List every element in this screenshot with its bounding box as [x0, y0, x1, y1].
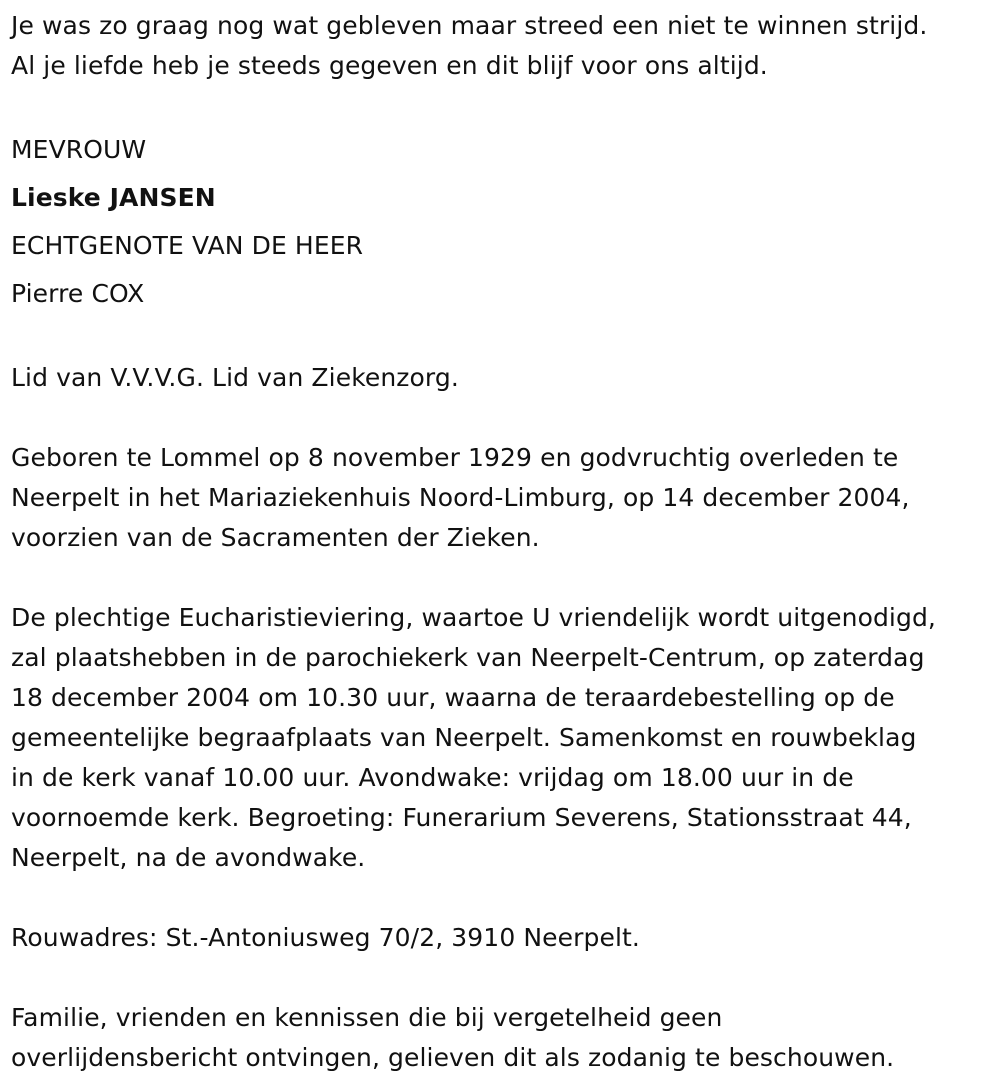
membership-text: Lid van V.V.V.G. Lid van Ziekenzorg.: [11, 363, 459, 392]
deceased-name: Lieske JANSEN: [11, 183, 216, 212]
poem-line-1: Je was zo graag nog wat gebleven maar streed een niet te winnen strijd.: [11, 11, 928, 40]
paragraph-line: Neerpelt, na de avondwake.: [11, 843, 366, 872]
paragraph-line: Geboren te Lommel op 8 november 1929 en godvruchtig overleden te: [11, 443, 899, 472]
paragraph-line: in de kerk vanaf 10.00 uur. Avondwake: vrijdag om 18.00 uur in de: [11, 763, 854, 792]
spacer: [11, 86, 996, 126]
obituary-document: [11, 6, 996, 1078]
spacer: [11, 878, 996, 918]
header-block: [11, 126, 996, 318]
birth-death-paragraph: [11, 438, 996, 558]
closing-paragraph: [11, 998, 996, 1078]
paragraph-line: Familie, vrienden en kennissen die bij vergetelheid geen: [11, 1003, 723, 1032]
spacer: [11, 318, 996, 358]
relation-label: ECHTGENOTE VAN DE HEER: [11, 231, 364, 260]
honorific: MEVROUW: [11, 135, 147, 164]
spacer: [11, 558, 996, 598]
paragraph-line: Neerpelt in het Mariaziekenhuis Noord-Limburg, op 14 december 2004,: [11, 483, 910, 512]
paragraph-line: voornoemde kerk. Begroeting: Funerarium Severens, Stationsstraat 44,: [11, 803, 912, 832]
paragraph-line: gemeentelijke begraafplaats van Neerpelt. Samenkomst en rouwbeklag: [11, 723, 917, 752]
paragraph-line: 18 december 2004 om 10.30 uur, waarna de teraardebestelling op de: [11, 683, 895, 712]
paragraph-line: voorzien van de Sacramenten der Zieken.: [11, 523, 540, 552]
spacer: [11, 398, 996, 438]
paragraph-line: overlijdensbericht ontvingen, gelieven dit als zodanig te beschouwen.: [11, 1043, 895, 1072]
paragraph-line: zal plaatshebben in de parochiekerk van Neerpelt-Centrum, op zaterdag: [11, 643, 925, 672]
spacer: [11, 958, 996, 998]
poem-block: [11, 6, 996, 86]
poem-line-2: Al je liefde heb je steeds gegeven en dit blijf voor ons altijd.: [11, 51, 768, 80]
paragraph-line: De plechtige Eucharistieviering, waartoe U vriendelijk wordt uitgenodigd,: [11, 603, 936, 632]
mourning-address: Rouwadres: St.-Antoniusweg 70/2, 3910 Neerpelt.: [11, 923, 640, 952]
ceremony-paragraph: [11, 598, 996, 878]
spouse-name: Pierre COX: [11, 279, 145, 308]
